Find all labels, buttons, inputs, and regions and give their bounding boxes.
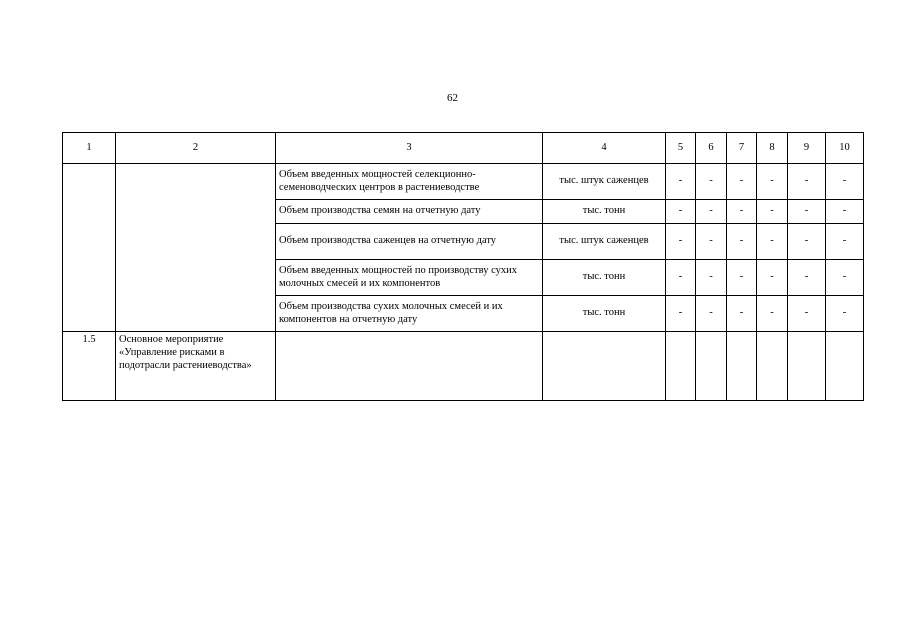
value-cell: - xyxy=(788,296,826,332)
header-cell: 3 xyxy=(276,133,543,164)
value-cell: - xyxy=(826,296,864,332)
indicator-name: Объем производства семян на отчетную дату xyxy=(276,200,543,224)
value-cell: - xyxy=(826,164,864,200)
item-number: 1.5 xyxy=(63,332,116,401)
value-cell: - xyxy=(696,296,727,332)
indicator-unit: тыс. тонн xyxy=(543,260,666,296)
empty-cell xyxy=(757,332,788,401)
header-cell: 5 xyxy=(666,133,696,164)
header-cell: 9 xyxy=(788,133,826,164)
value-cell: - xyxy=(788,164,826,200)
empty-cell xyxy=(696,332,727,401)
indicator-name: Объем введенных мощностей селекционно-семеноводческих центров в растениеводстве xyxy=(276,164,543,200)
value-cell: - xyxy=(727,260,757,296)
value-cell: - xyxy=(757,164,788,200)
value-cell: - xyxy=(696,260,727,296)
value-cell: - xyxy=(666,224,696,260)
value-cell: - xyxy=(788,200,826,224)
empty-cell xyxy=(727,332,757,401)
value-cell: - xyxy=(727,164,757,200)
value-cell: - xyxy=(666,260,696,296)
value-cell: - xyxy=(826,224,864,260)
indicator-name: Объем производства сухих молочных смесей и их компонентов на отчетную дату xyxy=(276,296,543,332)
indicator-unit: тыс. тонн xyxy=(543,296,666,332)
value-cell: - xyxy=(727,200,757,224)
value-cell: - xyxy=(757,296,788,332)
indicator-unit: тыс. штук саженцев xyxy=(543,224,666,260)
value-cell: - xyxy=(757,200,788,224)
header-cell: 7 xyxy=(727,133,757,164)
header-cell: 1 xyxy=(63,133,116,164)
empty-cell xyxy=(276,332,543,401)
indicator-name: Объем производства саженцев на отчетную дату xyxy=(276,224,543,260)
indicator-unit: тыс. штук саженцев xyxy=(543,164,666,200)
value-cell: - xyxy=(666,164,696,200)
value-cell: - xyxy=(666,296,696,332)
header-cell: 2 xyxy=(116,133,276,164)
value-cell: - xyxy=(826,260,864,296)
header-cell: 4 xyxy=(543,133,666,164)
header-cell: 6 xyxy=(696,133,727,164)
header-cell: 10 xyxy=(826,133,864,164)
empty-cell xyxy=(826,332,864,401)
header-cell: 8 xyxy=(757,133,788,164)
empty-number-cell xyxy=(63,164,116,332)
indicator-name: Объем введенных мощностей по производству сухих молочных смесей и их компонентов xyxy=(276,260,543,296)
indicators-table xyxy=(62,132,864,401)
value-cell: - xyxy=(696,200,727,224)
value-cell: - xyxy=(826,200,864,224)
value-cell: - xyxy=(727,224,757,260)
empty-title-cell xyxy=(116,164,276,332)
empty-cell xyxy=(666,332,696,401)
value-cell: - xyxy=(696,224,727,260)
value-cell: - xyxy=(666,200,696,224)
value-cell: - xyxy=(727,296,757,332)
value-cell: - xyxy=(757,260,788,296)
value-cell: - xyxy=(788,224,826,260)
value-cell: - xyxy=(696,164,727,200)
value-cell: - xyxy=(757,224,788,260)
indicator-unit: тыс. тонн xyxy=(543,200,666,224)
empty-cell xyxy=(543,332,666,401)
value-cell: - xyxy=(788,260,826,296)
header-row xyxy=(63,133,864,164)
page-number: 62 xyxy=(447,92,458,104)
table-row xyxy=(63,332,864,401)
table-row xyxy=(63,164,864,200)
item-title: Основное мероприятие «Управление рисками в подотрасли растениеводства» xyxy=(116,332,276,401)
empty-cell xyxy=(788,332,826,401)
